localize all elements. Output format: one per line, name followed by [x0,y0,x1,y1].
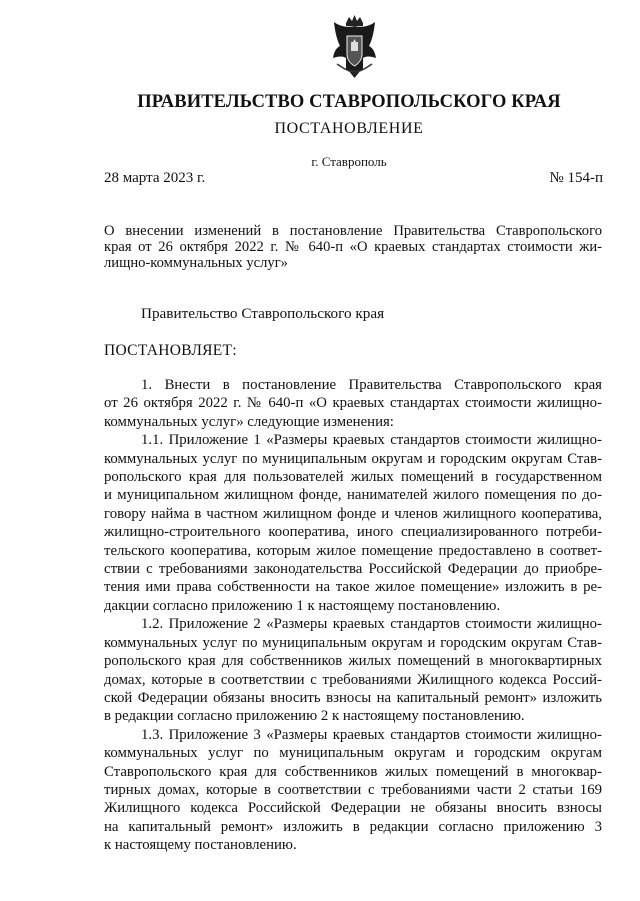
body-line: ропольского края для пользователей жилых помещений в государственном [104,469,602,486]
document-number: № 154-п [549,170,603,186]
body-line: 1.2. Приложение 2 «Размеры краевых стандартов стоимости жилищно- [141,616,602,633]
body-line: Жилищного кодекса Российской Федерации не обязаны вносить взносы [104,800,602,817]
body-line: Ставропольского края для собственников жилых помещений в многоквар- [104,763,602,780]
body-line: ской Федерации обязаны вносить взносы на капитальный ремонт» изложить [104,689,602,706]
body-line: коммунальных услуг по муниципальным округам и городским округам Став- [104,634,602,651]
body-line: 1.1. Приложение 1 «Размеры краевых стандартов стоимости жилищно- [141,432,602,449]
body-line: тения ими права собственности на такое жилое помещение» изложить в ре- [104,579,602,596]
body-line: от 26 октября 2022 г. № 640-п «О краевых стандартах стоимости жилищно- [104,395,602,412]
body-line: тельского кооператива, которым жилое помещение предоставлено в соответ- [104,542,602,559]
document-date: 28 марта 2023 г. [104,170,206,186]
body-line: в редакции согласно приложению 2 к настоящему постановлению. [104,708,525,725]
body-line: говору найма в частном жилищном фонде и членов жилищного кооператива, [104,505,602,522]
subject-line: О внесении изменений в постановление Правительства Ставропольского [104,223,602,239]
body-line: 1.3. Приложение 3 «Размеры краевых стандартов стоимости жилищно- [141,726,602,743]
body-line: на капитальный ремонт» изложить в редакции согласно приложению 3 [104,818,602,835]
body-line: ствии с требованиями законодательства Российской Федерации до приобре- [104,561,602,578]
body-line: домах, которые в соответствии с требованиями Жилищного кодекса Россий- [104,671,602,688]
government-title: ПРАВИТЕЛЬСТВО СТАВРОПОЛЬСКОГО КРАЯ [137,92,561,112]
body-line: к настоящему постановлению. [104,837,297,854]
body-line: 1. Внести в постановление Правительства Ставропольского края [141,377,602,393]
body-line: коммунальных услуг по муниципальным округам и городским округам [104,745,602,762]
preamble: Правительство Ставропольского края [141,305,385,322]
decrees-label: ПОСТАНОВЛЯЕТ: [104,342,237,359]
document-subject [104,224,602,271]
body-line: коммунальных услуг» следующие изменения: [104,413,394,430]
body-line: и муниципальном жилищном фонде, нанимателей жилого помещения по до- [104,487,602,504]
body-line: жилищно-строительного кооператива, иного специализированного потреби- [104,524,602,541]
document-body [104,376,602,855]
subject-line: лищно-коммунальных услуг» [104,254,288,271]
body-line: коммунальных услуг по муниципальным округам и городским округам Став- [104,450,602,467]
coat-of-arms-emblem [331,14,378,80]
subject-line: края от 26 октября 2022 г. № 640-п «О краевых стандартах стоимости жи- [104,238,602,255]
body-line: ропольского края для собственников жилых помещений в многоквартирных [104,653,602,670]
body-line: тирных домах, которые в соответствии с требованиями части 2 статьи 169 [104,781,602,798]
document-type: ПОСТАНОВЛЕНИЕ [274,120,424,137]
city: г. Ставрополь [311,154,387,169]
body-line: дакции согласно приложению 1 к настоящему постановлению. [104,597,501,614]
